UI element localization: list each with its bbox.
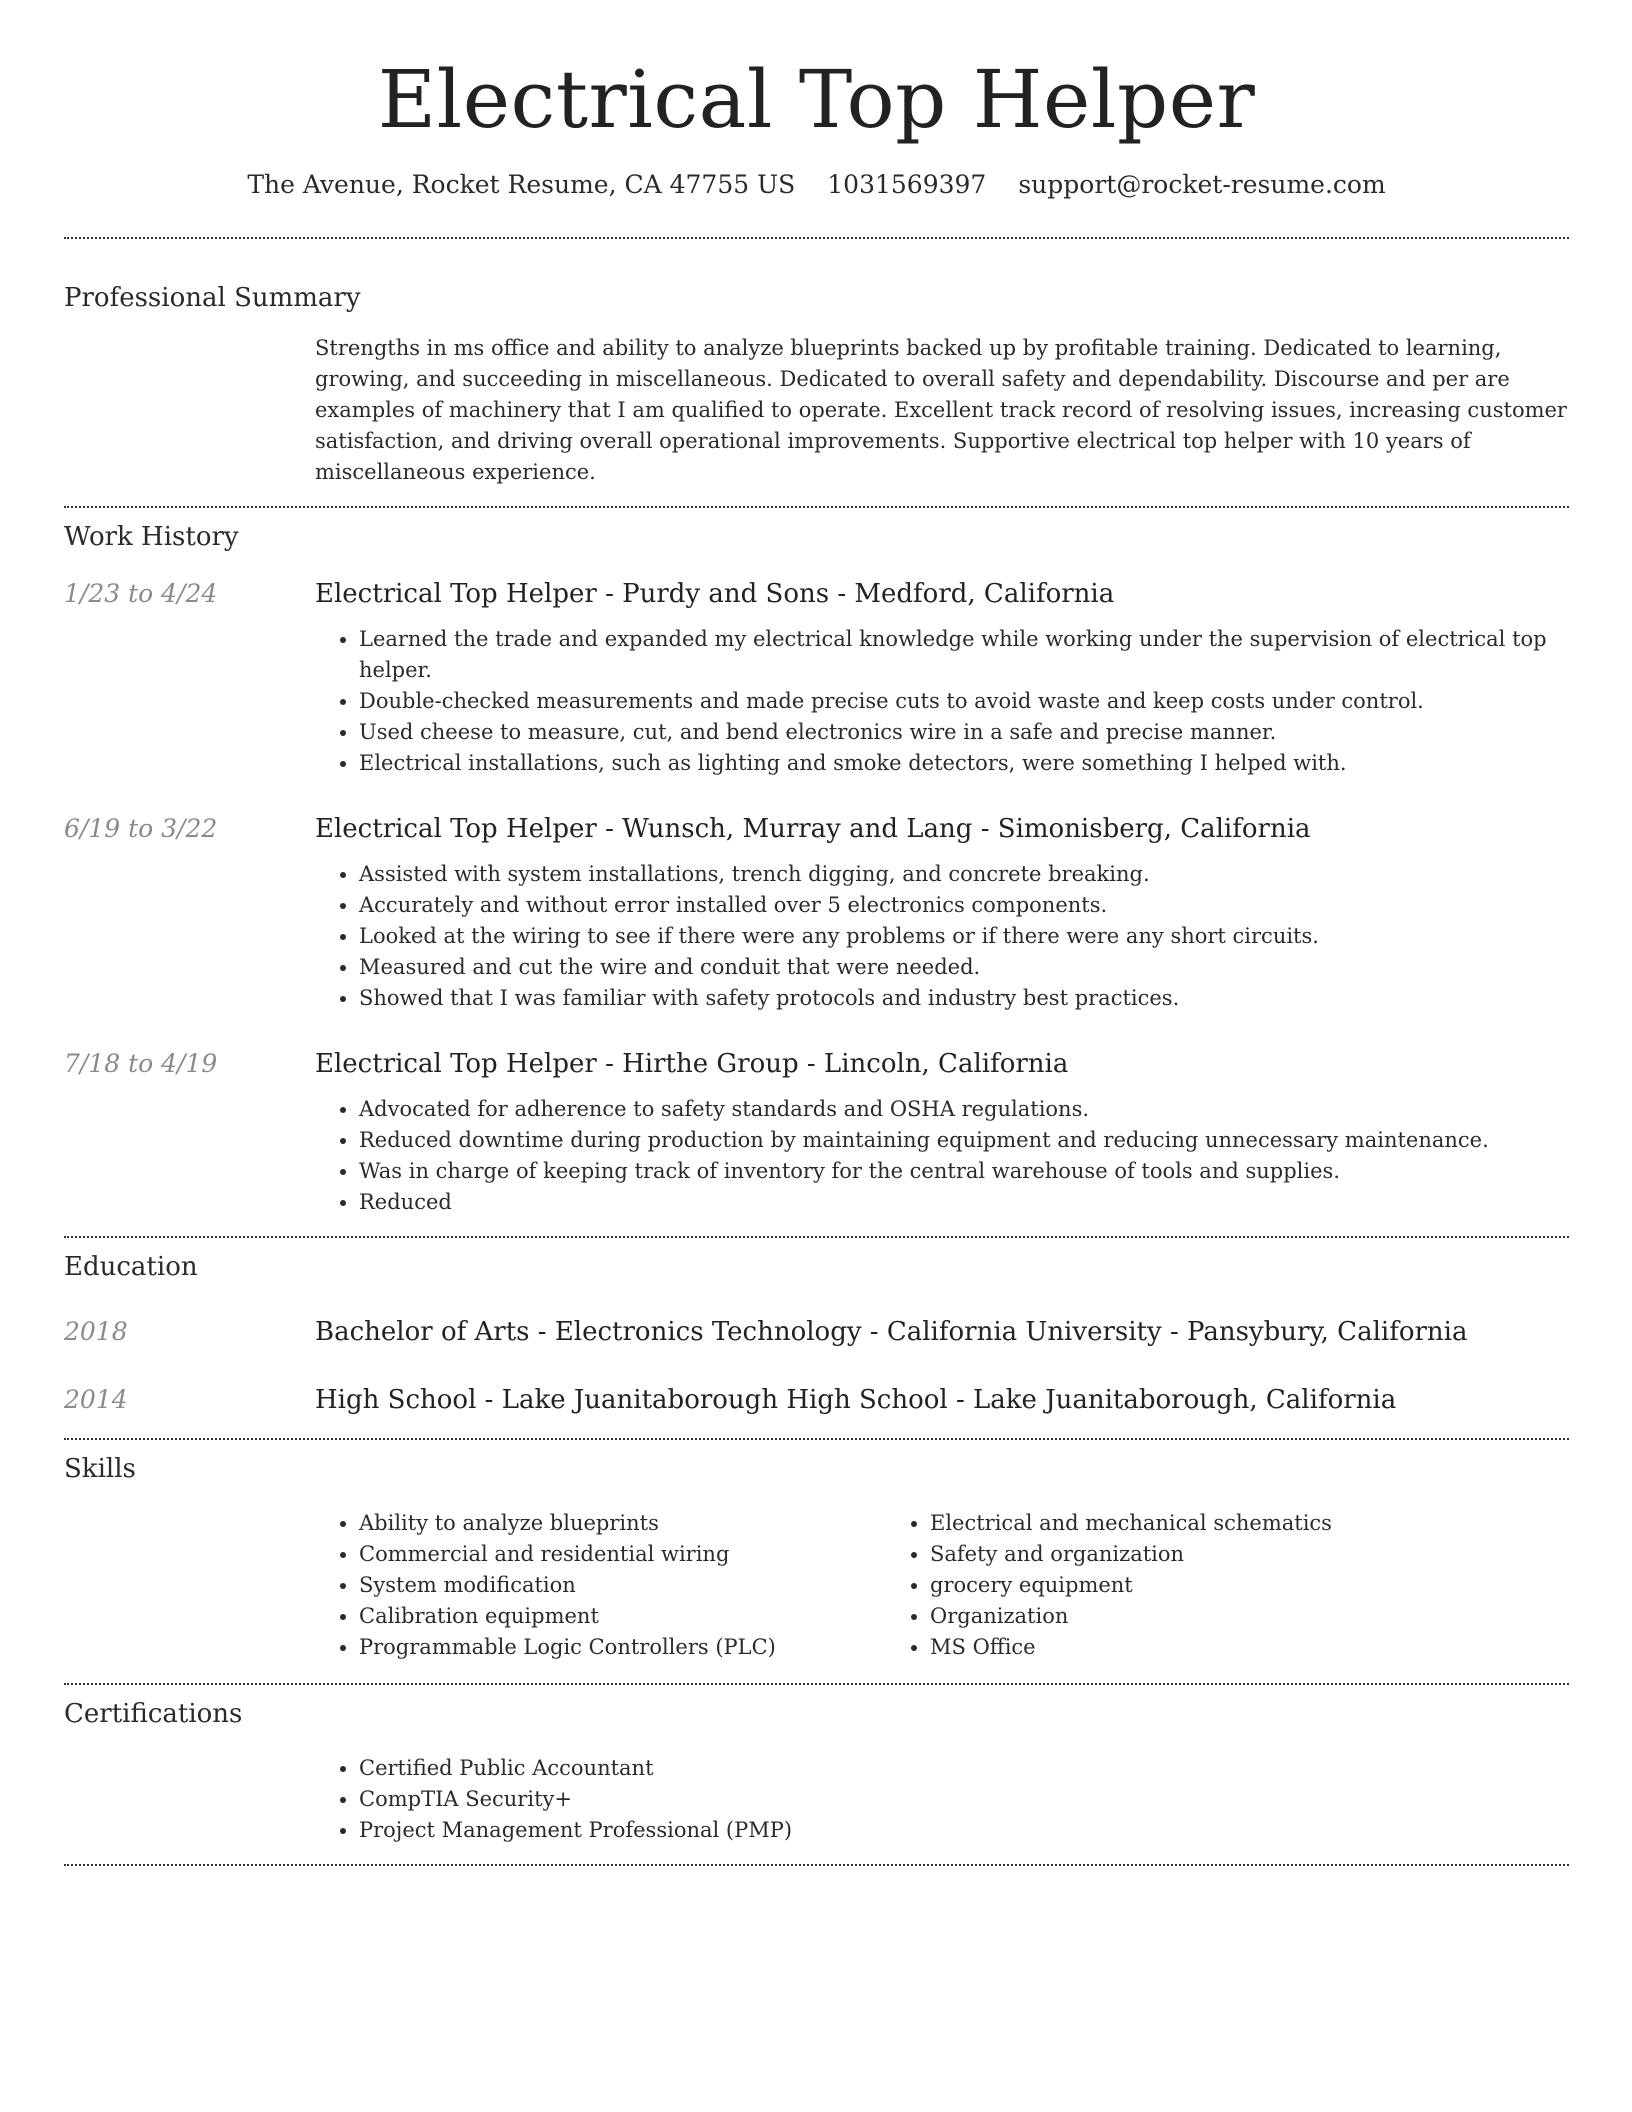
list-item: • Organization — [930, 1601, 1569, 1632]
education-entry-date: 2018 — [64, 1317, 128, 1346]
contact-line — [64, 168, 1569, 202]
list-item: • grocery equipment — [930, 1570, 1569, 1601]
section-divider — [64, 506, 1569, 508]
work-entry — [64, 811, 1569, 1014]
list-item: • Accurately and without error installed over 5 electronics components. — [359, 890, 1569, 921]
work-entry-date: 6/19 to 3/22 — [64, 814, 218, 843]
section-divider — [64, 1864, 1569, 1866]
list-item: • Advocated for adherence to safety standards and OSHA regulations. — [359, 1094, 1569, 1125]
list-item: • Safety and organization — [930, 1539, 1569, 1570]
work-entry-date: 1/23 to 4/24 — [64, 579, 218, 608]
contact-email[interactable]: support@rocket-resume.com — [1018, 170, 1386, 199]
education-entry-date: 2014 — [64, 1385, 128, 1414]
education-title: Education — [64, 1252, 198, 1282]
list-item: • Double-checked measurements and made precise cuts to avoid waste and keep costs under control. — [359, 686, 1569, 717]
list-item: • MS Office — [930, 1632, 1569, 1663]
section-divider — [64, 237, 1569, 239]
list-item: • Commercial and residential wiring — [359, 1539, 886, 1570]
list-item: • Reduced — [359, 1187, 1569, 1218]
contact-address: The Avenue, Rocket Resume, CA 47755 US — [247, 170, 796, 199]
list-item: • CompTIA Security+ — [359, 1784, 1569, 1815]
work-entry-heading: Electrical Top Helper - Hirthe Group - Lincoln, California — [315, 1049, 1069, 1079]
summary-text: Strengths in ms office and ability to analyze blueprints backed up by profitable training. Dedicated to learning, growing, and succeeding in miscellaneous. Dedicated to overall safety and dependability. Discourse and per are examples of machinery that I am qualified to operate. Excellent track record of resolving issues, increasing customer satisfaction, and driving overall operational improvements. Supportive electrical top helper with 10 years of miscellaneous experience. — [315, 336, 1567, 484]
list-item: • Project Management Professional (PMP) — [359, 1815, 1569, 1846]
work-entry-bullets — [315, 859, 1569, 1014]
education-entry-heading: High School - Lake Juanitaborough High School - Lake Juanitaborough, California — [315, 1385, 1397, 1415]
list-item: • Calibration equipment — [359, 1601, 886, 1632]
list-item: • Showed that I was familiar with safety protocols and industry best practices. — [359, 983, 1569, 1014]
education-entry — [64, 1382, 1569, 1418]
skills-list-left — [315, 1508, 886, 1663]
list-item: • Certified Public Accountant — [359, 1753, 1569, 1784]
list-item: • Electrical and mechanical schematics — [930, 1508, 1569, 1539]
work-entry — [64, 576, 1569, 779]
certifications-section — [64, 1697, 1569, 1864]
list-item: • Programmable Logic Controllers (PLC) — [359, 1632, 886, 1663]
education-section — [64, 1250, 1569, 1438]
list-item: • Electrical installations, such as lighting and smoke detectors, were something I helped with. — [359, 748, 1569, 779]
certifications-list — [315, 1753, 1569, 1846]
candidate-name: Electrical Top Helper — [377, 53, 1256, 146]
work-entry-heading: Electrical Top Helper - Wunsch, Murray and Lang - Simonisberg, California — [315, 814, 1311, 844]
work-entry-bullets — [315, 1094, 1569, 1218]
section-divider — [64, 1683, 1569, 1685]
list-item: • Learned the trade and expanded my electrical knowledge while working under the supervision of electrical top helper. — [359, 624, 1569, 686]
list-item: • System modification — [359, 1570, 886, 1601]
summary-title: Professional Summary — [64, 283, 361, 313]
skills-section — [64, 1452, 1569, 1683]
list-item: • Looked at the wiring to see if there were any problems or if there were any short circuits. — [359, 921, 1569, 952]
skills-title: Skills — [64, 1454, 136, 1484]
work-history-section — [64, 520, 1569, 1236]
work-entry-date: 7/18 to 4/19 — [64, 1049, 218, 1078]
work-entry-heading: Electrical Top Helper - Purdy and Sons - Medford, California — [315, 579, 1115, 609]
list-item: • Reduced downtime during production by maintaining equipment and reducing unnecessary maintenance. — [359, 1125, 1569, 1156]
list-item: • Used cheese to measure, cut, and bend electronics wire in a safe and precise manner. — [359, 717, 1569, 748]
contact-phone: 1031569397 — [827, 170, 987, 199]
work-entry-bullets — [315, 624, 1569, 779]
certifications-list-wrap — [315, 1753, 1569, 1846]
education-entry-heading: Bachelor of Arts - Electronics Technology - California University - Pansybury, California — [315, 1317, 1468, 1347]
skills-list-right — [886, 1508, 1569, 1663]
summary-section — [64, 281, 1569, 488]
work-entry-body — [315, 576, 1569, 779]
list-item: • Measured and cut the wire and conduit that were needed. — [359, 952, 1569, 983]
resume-page — [64, 0, 1569, 1866]
certifications-title: Certifications — [64, 1699, 243, 1729]
work-entry-body — [315, 1046, 1569, 1218]
education-entry — [64, 1314, 1569, 1350]
work-entry — [64, 1046, 1569, 1218]
list-item: • Ability to analyze blueprints — [359, 1508, 886, 1539]
work-entry-body — [315, 811, 1569, 1014]
list-item: • Was in charge of keeping track of inventory for the central warehouse of tools and supplies. — [359, 1156, 1569, 1187]
list-item: • Assisted with system installations, trench digging, and concrete breaking. — [359, 859, 1569, 890]
section-divider — [64, 1438, 1569, 1440]
skills-columns — [315, 1508, 1569, 1663]
section-divider — [64, 1236, 1569, 1238]
work-history-title: Work History — [64, 522, 239, 552]
